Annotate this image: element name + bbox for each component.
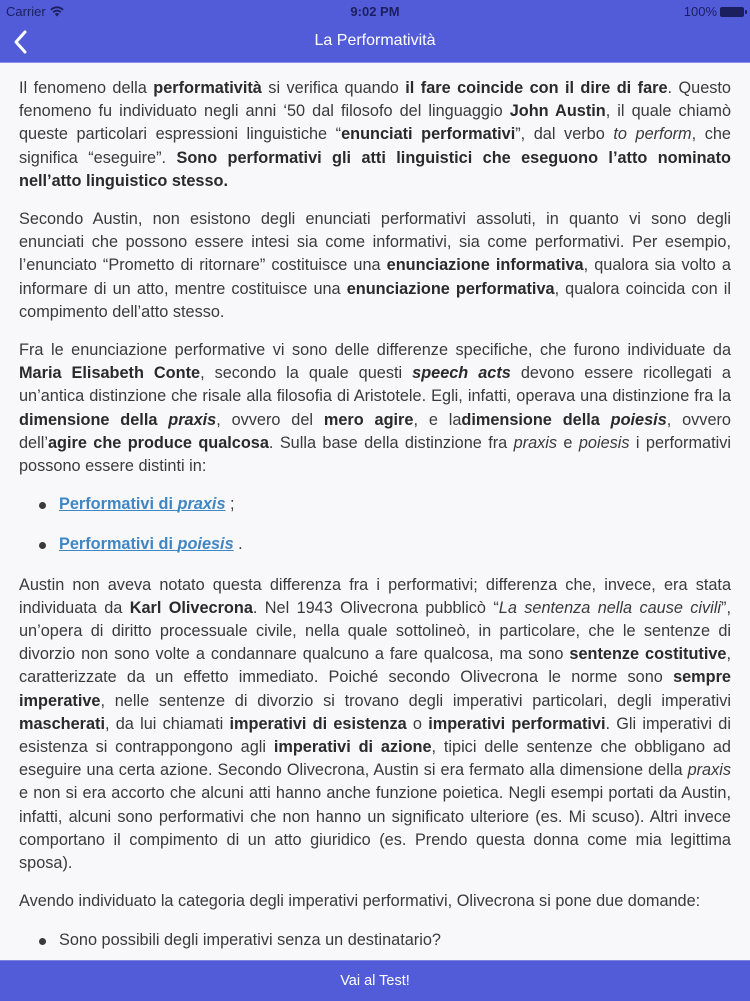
list-item (59, 493, 731, 516)
text: , il quale chiamò queste particolari espressioni linguistiche “ (19, 102, 731, 144)
bold-italic-text: poiesis (610, 410, 667, 429)
bold-text: dimensione della (461, 410, 611, 429)
text: ”, un’opera di diritto processuale civile, nella quale sottolineò, in particolare, che le sentenze di divorzio non sono volte a condannare qualcuno a fare qualcosa, ma sono (19, 598, 731, 664)
link-text: Performativi di (59, 495, 178, 514)
bold-text: imperativi di esistenza (229, 714, 407, 733)
paragraph-4 (19, 574, 731, 876)
italic-text: praxis (513, 433, 558, 452)
bold-italic-text: speech acts (412, 364, 511, 383)
battery-percent: 100% (683, 4, 717, 19)
text: . Sulla base della distinzione fra (268, 433, 514, 452)
bold-text: mero agire (323, 410, 414, 429)
bold-text: mascherati (19, 714, 105, 733)
bold-text: John Austin (509, 102, 606, 121)
bold-text: imperativi di azione (273, 738, 432, 757)
text: Austin non aveva notato questa differenza fra i performativi; differenza che, invece, era stata individuata da (19, 575, 731, 617)
bold-text: il fare coincide con il dire di fare (405, 79, 668, 97)
text: , ovvero del (216, 410, 324, 429)
text: . Gli imperativi di esistenza si contrappongono agli (19, 714, 731, 757)
text: ”, dal verbo (515, 125, 614, 144)
text: . Questo fenomeno fu individuato negli anni ‘50 dal filosofo del linguaggio (19, 79, 731, 121)
performativi-types-list (19, 493, 731, 556)
text: Fra le enunciazione performative vi sono delle differenze specifiche, che furono individuate da (19, 341, 731, 360)
text: si verifica quando (261, 79, 406, 97)
text: , tipici delle sentenze che obbligano ad eseguire una certa azione. Secondo Olivecrona, Austin si era fermato alla dimensione della (19, 738, 731, 780)
bold-italic-text: praxis (168, 410, 217, 429)
link-performativi-praxis[interactable] (59, 495, 226, 513)
go-to-test-button[interactable]: Vai al Test! (0, 960, 750, 1001)
bold-text: enunciati performativi (341, 125, 516, 144)
status-bar (0, 0, 750, 22)
italic-text: La sentenza nella cause civili (498, 598, 722, 617)
paragraph-5: Avendo individuato la categoria degli imperativi performativi, Olivecrona si pone due domande: (19, 892, 701, 911)
carrier-label: Carrier (6, 4, 46, 19)
text: ; (225, 495, 235, 514)
paragraph-1 (19, 77, 731, 193)
list-item (59, 533, 731, 556)
text: , qualora sia volto a informare di un atto, mentre costituisce una (19, 256, 731, 298)
bold-text: Sono performativi gli atti linguistici che eseguono l’atto nominato nell’atto linguistico stesso. (19, 148, 731, 190)
bold-text: Maria Elisabeth Conte (19, 364, 201, 383)
text: , che significa “eseguire”. (19, 125, 731, 167)
battery-indicator (684, 4, 744, 19)
bold-text: performatività (153, 79, 262, 97)
questions-list (19, 929, 731, 952)
text: o (406, 714, 429, 733)
text: , nelle sentenze di divorzio si trovano degli imperativi particolari, degli imperativi (100, 691, 731, 710)
italic-text: poiesis (578, 433, 630, 452)
list-item: Sono possibili degli imperativi senza un destinatario? (59, 929, 731, 952)
navigation-bar (0, 22, 750, 62)
battery-icon (720, 7, 744, 17)
text: , e la (413, 410, 462, 429)
text: devono essere ricollegati a un’antica distinzione che risale alla filosofia di Aristotele. Egli, infatti, operava una distinzione fra la (19, 364, 731, 406)
bold-text: dimensione della (19, 410, 169, 429)
text: Il fenomeno della (19, 79, 154, 97)
text: . Nel 1943 Olivecrona pubblicò “ (252, 598, 499, 617)
text: e (557, 433, 579, 452)
bold-text: sempre imperative (19, 668, 731, 710)
text: , da lui chiamati (104, 714, 230, 733)
paragraph-2 (19, 208, 731, 324)
text: i performativi possono essere distinti in: (19, 433, 731, 476)
text: . (233, 535, 243, 554)
italic-text: to perform (613, 125, 692, 144)
bold-text: enunciazione informativa (386, 256, 584, 275)
text: , secondo la quale questi (200, 364, 413, 383)
italic-text: praxis (687, 761, 731, 780)
paragraph-3 (19, 339, 731, 478)
article-content (19, 77, 731, 969)
text: Secondo Austin, non esistono degli enunciati performativi assoluti, in quanto vi sono degli enunciati che possono essere intesi sia come informativi, sia come performativi. Per esempio, l’enunciato “Prometto di ritornare” costituisce una (19, 210, 731, 275)
link-italic-text: praxis (177, 495, 226, 514)
bold-text: agire che produce qualcosa (47, 433, 269, 452)
text: , ovvero dell’ (19, 410, 731, 452)
page-title: La Performatività (314, 32, 436, 49)
link-text: Performativi di (59, 535, 178, 554)
top-bar (0, 0, 750, 63)
text: , caratterizzate da un effetto immediato. Poiché secondo Olivecrona le norme sono (19, 645, 731, 687)
text: e non si era accorto che alcuni atti hanno anche funzione poietica. Negli esempi portati da Austin, infatti, alcuni sono performativi che non hanno un significato ulteriore (es. Mi scuso). Altri invece comportano il compimento di un atto giuridico (es. Prendo questa donna come mia legittima sposa). (19, 784, 731, 873)
text: , qualora coincida con il compimento dell’atto stesso. (19, 279, 731, 321)
bold-text: imperativi performativi (428, 714, 606, 733)
bold-text: enunciazione performativa (346, 279, 555, 298)
clock: 9:02 PM (350, 4, 400, 19)
bold-text: Karl Olivecrona (129, 598, 253, 617)
link-italic-text: poiesis (177, 535, 234, 554)
bold-text: sentenze costitutive (569, 645, 727, 664)
link-performativi-poiesis[interactable] (59, 535, 234, 553)
